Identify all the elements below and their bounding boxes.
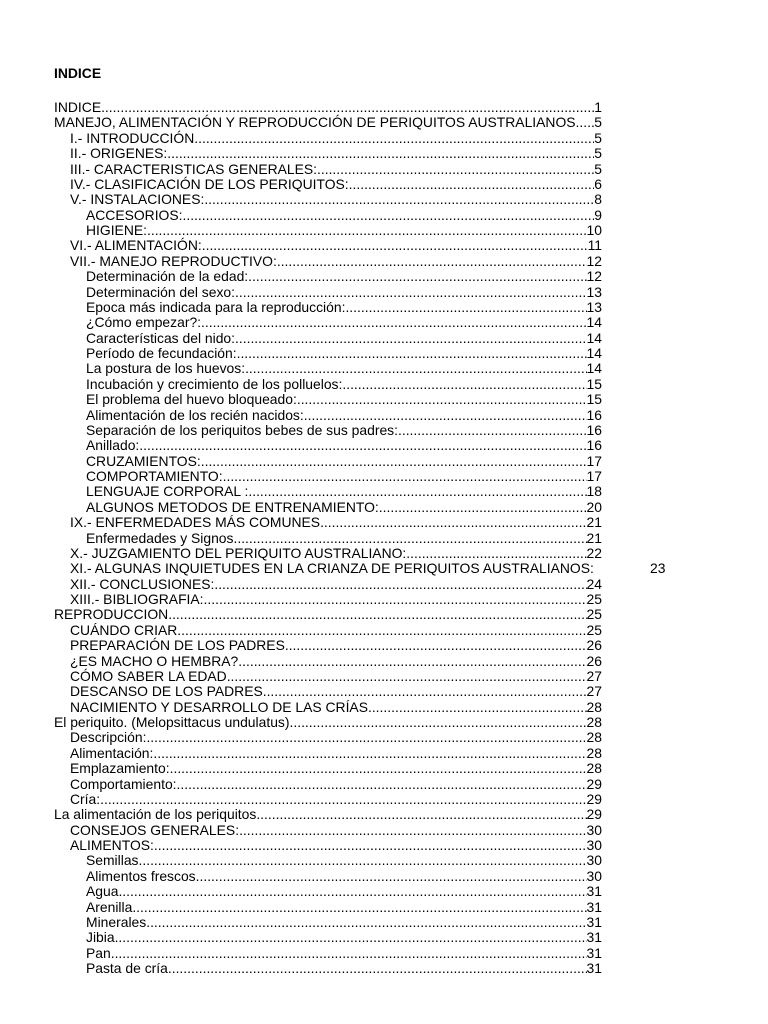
dot-leader: [132, 900, 586, 915]
toc-entry-page: 24: [586, 575, 602, 592]
dot-leader: [233, 531, 586, 546]
toc-entry-page: 1: [594, 99, 602, 115]
dot-leader: [235, 331, 587, 346]
dot-leader: [139, 853, 587, 868]
toc-entry-page: 14: [586, 360, 602, 377]
toc-entry-page: 15: [586, 375, 602, 392]
toc-entry-label: Características del nido:: [86, 329, 236, 346]
dot-leader: [153, 746, 586, 761]
toc-entry: [54, 531, 602, 546]
dot-leader: [238, 654, 586, 669]
toc-entry: [54, 792, 602, 807]
toc-entry-page: 11: [587, 237, 602, 254]
toc-entry: [54, 331, 602, 346]
toc-entry-page: 25: [586, 621, 602, 638]
dot-leader: [204, 192, 594, 207]
toc-entry-page: 23: [650, 560, 666, 577]
toc-entry-page: 31: [586, 944, 602, 961]
toc-entry-page: 29: [586, 790, 602, 807]
dot-leader: [194, 131, 594, 146]
toc-entry-label: ¿ES MACHO O HEMBRA?: [70, 652, 239, 669]
toc-entry-page: 30: [586, 821, 602, 838]
toc-entry-label: XII.- CONCLUSIONES:: [70, 575, 215, 592]
toc-entry: [54, 208, 602, 223]
dot-leader: [101, 100, 594, 115]
toc-entry-label: Período de fecundación:: [86, 345, 237, 361]
toc-entry: [54, 900, 602, 915]
toc-entry-page: 31: [586, 960, 602, 976]
dot-leader: [146, 730, 586, 745]
toc-entry: [54, 115, 602, 130]
toc-entry: [54, 654, 602, 669]
toc-entry-label: V.- INSTALACIONES:: [70, 191, 205, 208]
toc-entry: [54, 315, 602, 330]
toc-entry-page: 30: [586, 852, 602, 869]
toc-entry-label: Alimentación de los recién nacidos:: [86, 406, 304, 423]
dot-leader: [202, 238, 588, 253]
toc-entry: [54, 469, 602, 484]
toc-entry-page: 29: [586, 775, 602, 792]
toc-entry-label: REPRODUCCION: [54, 606, 169, 623]
toc-entry-page: 22: [586, 544, 602, 561]
toc-entry-label: ¿Cómo empezar?:: [86, 314, 202, 331]
toc-entry-page: 5: [594, 129, 602, 146]
dot-leader: [345, 300, 586, 315]
toc-entry: [54, 577, 602, 592]
toc-entry-label: Agua: [86, 883, 119, 900]
toc-entry-label: DESCANSO DE LOS PADRES: [70, 683, 263, 700]
dot-leader: [290, 715, 587, 730]
toc-entry-page: 21: [586, 514, 602, 531]
toc-entry: [54, 392, 602, 407]
dot-leader: [201, 454, 587, 469]
toc-entry-label: XI.- ALGUNAS INQUIETUDES EN LA CRIANZA DE PERIQUITOS AUSTRALIANOS:: [70, 560, 594, 577]
dot-leader: [317, 162, 594, 177]
toc-entry-label: Anillado:: [86, 437, 140, 454]
toc-entry-page: 28: [586, 698, 602, 715]
toc-entry-page: 9: [594, 206, 602, 223]
toc-entry: [54, 884, 602, 899]
toc-entry-page: 14: [586, 314, 602, 331]
toc-entry-label: CÓMO SABER LA EDAD: [70, 667, 227, 684]
dot-leader: [196, 869, 587, 884]
toc-entry-page: 6: [594, 175, 602, 192]
toc-entry-page: 30: [586, 837, 602, 853]
toc-entry-label: Jibia: [86, 929, 115, 946]
toc-entry-page: 31: [586, 913, 602, 930]
toc-entry: [54, 131, 602, 146]
toc-entry-page: 17: [586, 468, 602, 484]
toc-entry-page: 16: [586, 406, 602, 423]
toc-entry-label: MANEJO, ALIMENTACIÓN Y REPRODUCCIÓN DE PERIQUITOS AUSTRALIANOS: [54, 114, 576, 131]
toc-entry: [54, 930, 602, 945]
toc-entry-label: NACIMIENTO Y DESARROLLO DE LAS CRÍAS: [70, 698, 368, 715]
dot-leader: [223, 469, 587, 484]
toc-entry-label: Enfermedades y Signos: [86, 529, 234, 546]
toc-entry-page: 18: [586, 483, 602, 500]
dot-leader: [245, 361, 586, 376]
dot-leader: [304, 408, 587, 423]
toc-entry-label: Minerales: [86, 913, 147, 930]
dot-leader: [398, 423, 587, 438]
dot-leader: [146, 915, 586, 930]
dot-leader: [368, 700, 587, 715]
dot-leader: [277, 254, 587, 269]
toc-entry: [54, 961, 602, 976]
toc-entry-label: Cría:: [70, 790, 101, 807]
toc-entry-label: I.- INTRODUCCIÓN: [70, 129, 195, 146]
toc-entry: [54, 408, 602, 423]
toc-entry-page: 28: [586, 729, 602, 746]
toc-entry: [54, 285, 602, 300]
toc-entry-page: 31: [586, 883, 602, 900]
toc-entry: [54, 915, 602, 930]
dot-leader: [139, 438, 586, 453]
toc-entry-label: PREPARACIÓN DE LOS PADRES: [70, 637, 285, 654]
toc-entry-label: Descripción:: [70, 729, 147, 746]
toc-entry-page: 17: [586, 452, 602, 469]
toc-entry: [54, 177, 602, 192]
dot-leader: [168, 607, 586, 622]
toc-entry: [54, 454, 602, 469]
toc-entry: [54, 269, 602, 284]
toc-entry-label: ALGUNOS METODOS DE ENTRENAMIENTO:: [86, 498, 379, 515]
toc-entry-label: HIGIENE:: [86, 222, 147, 238]
toc-entry-label: VI.- ALIMENTACIÓN:: [70, 237, 202, 254]
toc-entry: [54, 223, 602, 238]
toc-entry: [54, 484, 602, 499]
toc-entry: [54, 254, 602, 269]
toc-entry: [54, 438, 602, 453]
toc-entry: [54, 715, 602, 730]
toc-entry-page: 5: [594, 114, 602, 131]
toc-entry: [54, 361, 602, 376]
toc-entry: [54, 761, 602, 776]
toc-entry-page: 30: [586, 867, 602, 884]
dot-leader: [342, 377, 586, 392]
toc-entry: [54, 560, 666, 577]
dot-leader: [406, 546, 586, 561]
toc-entry-page: 13: [586, 298, 602, 315]
toc-entry-page: 25: [586, 591, 602, 607]
dot-leader: [239, 823, 586, 838]
toc-entry-label: II.- ORIGENES:: [70, 145, 168, 162]
toc-entry-label: Alimentación:: [70, 744, 154, 761]
toc-entry: [54, 238, 602, 253]
toc-entry: [54, 146, 602, 161]
toc-entry: [54, 853, 602, 868]
toc-entry-label: Determinación del sexo:: [86, 283, 236, 300]
toc-entry-page: 12: [586, 268, 602, 285]
toc-entry: [54, 730, 602, 745]
toc-entry: [54, 638, 602, 653]
toc-entry-label: CUÁNDO CRIAR: [70, 621, 178, 638]
toc-entry-label: COMPORTAMIENTO:: [86, 468, 223, 484]
toc-entry: [54, 346, 602, 361]
toc-entry-label: VII.- MANEJO REPRODUCTIVO:: [70, 252, 277, 269]
dot-leader: [204, 592, 587, 607]
dot-leader: [111, 946, 587, 961]
toc-entry-page: 16: [586, 437, 602, 454]
toc-entry: [54, 300, 602, 315]
toc-entry: [54, 100, 602, 115]
toc-entry-label: Semillas: [86, 852, 139, 869]
table-of-contents: [54, 99, 666, 976]
toc-entry-label: Comportamiento:: [70, 775, 177, 792]
dot-leader: [235, 285, 587, 300]
dot-leader: [256, 807, 586, 822]
dot-leader: [248, 484, 586, 499]
dot-leader: [320, 515, 586, 530]
toc-entry-label: III.- CARACTERISTICAS GENERALES:: [70, 160, 317, 177]
toc-entry-page: 25: [586, 606, 602, 623]
toc-entry-label: Incubación y crecimiento de los polluelos:: [86, 375, 343, 392]
dot-leader: [263, 684, 587, 699]
toc-entry-label: ACCESORIOS:: [86, 206, 183, 223]
toc-entry-label: Pasta de cría: [86, 960, 168, 976]
toc-entry-label: Arenilla: [86, 898, 133, 915]
toc-entry: [54, 700, 602, 715]
toc-entry-page: 10: [586, 222, 602, 238]
dot-leader: [168, 961, 587, 976]
toc-entry-label: CONSEJOS GENERALES:: [70, 821, 240, 838]
toc-entry: [54, 623, 602, 638]
dot-leader: [297, 392, 587, 407]
toc-entry: [54, 684, 602, 699]
toc-entry-page: 28: [586, 714, 602, 730]
toc-entry: [54, 546, 602, 561]
toc-entry-page: 13: [586, 283, 602, 300]
toc-entry-page: 8: [594, 191, 602, 208]
dot-leader: [379, 500, 587, 515]
toc-entry-page: 31: [586, 929, 602, 946]
dot-leader: [154, 838, 587, 853]
toc-entry: [54, 592, 602, 607]
toc-entry-label: Pan: [86, 944, 111, 961]
toc-entry-page: 31: [586, 898, 602, 915]
dot-leader: [576, 115, 595, 130]
dot-leader: [118, 884, 586, 899]
dot-leader: [349, 177, 595, 192]
toc-entry-page: 16: [586, 421, 602, 438]
toc-entry: [54, 823, 602, 838]
dot-leader: [214, 577, 586, 592]
toc-entry: [54, 162, 602, 177]
toc-entry-page: 14: [586, 329, 602, 346]
dot-leader: [177, 777, 587, 792]
toc-entry-label: La alimentación de los periquitos: [54, 806, 257, 823]
dot-leader: [115, 930, 587, 945]
toc-entry-label: XIII.- BIBLIOGRAFIA:: [70, 591, 204, 607]
toc-entry: [54, 807, 602, 822]
toc-entry: [54, 423, 602, 438]
toc-entry-label: IV.- CLASIFICACIÓN DE LOS PERIQUITOS:: [70, 175, 349, 192]
toc-entry-page: 21: [586, 529, 602, 546]
toc-entry-page: 27: [586, 667, 602, 684]
toc-entry-label: LENGUAJE CORPORAL :: [86, 483, 249, 500]
toc-entry: [54, 946, 602, 961]
toc-entry: [54, 515, 602, 530]
toc-entry: [54, 869, 602, 884]
toc-entry: [54, 777, 602, 792]
page-title: INDICE: [54, 65, 102, 81]
dot-leader: [100, 792, 586, 807]
toc-entry-page: 14: [586, 345, 602, 361]
toc-entry-label: Separación de los periquitos bebes de sus padres:: [86, 421, 398, 438]
toc-entry-label: Epoca más indicada para la reproducción:: [86, 298, 346, 315]
dot-leader: [201, 315, 587, 330]
toc-entry-label: INDICE: [54, 99, 102, 115]
dot-leader: [167, 146, 594, 161]
toc-entry-label: ALIMENTOS:: [70, 837, 154, 853]
toc-entry-label: X.- JUZGAMIENTO DEL PERIQUITO AUSTRALIANO:: [70, 544, 407, 561]
dot-leader: [227, 669, 587, 684]
toc-entry-label: El periquito. (Melopsittacus undulatus): [54, 714, 290, 730]
toc-entry-page: 29: [586, 806, 602, 823]
toc-entry-page: 12: [586, 252, 602, 269]
toc-entry: [54, 377, 602, 392]
toc-entry-label: Alimentos frescos: [86, 867, 196, 884]
toc-entry: [54, 500, 602, 515]
toc-entry: [54, 192, 602, 207]
toc-entry: [54, 607, 602, 622]
toc-entry-label: IX.- ENFERMEDADES MÁS COMUNES: [70, 514, 321, 531]
toc-entry-page: 20: [586, 498, 602, 515]
toc-entry-page: 27: [586, 683, 602, 700]
toc-entry-page: 26: [586, 652, 602, 669]
dot-leader: [170, 761, 587, 776]
toc-entry-page: 26: [586, 637, 602, 654]
toc-entry-label: CRUZAMIENTOS:: [86, 452, 201, 469]
dot-leader: [177, 623, 586, 638]
toc-entry-label: La postura de los huevos:: [86, 360, 246, 377]
toc-entry-page: 5: [594, 160, 602, 177]
dot-leader: [285, 638, 587, 653]
toc-entry-label: El problema del huevo bloqueado:: [86, 391, 297, 408]
dot-leader: [237, 346, 587, 361]
toc-entry: [54, 669, 602, 684]
dot-leader: [147, 223, 587, 238]
toc-entry-page: 5: [594, 145, 602, 162]
toc-entry-page: 28: [586, 744, 602, 761]
dot-leader: [182, 208, 594, 223]
dot-leader: [248, 269, 586, 284]
toc-entry: [54, 838, 602, 853]
toc-entry-page: 28: [586, 760, 602, 777]
toc-entry-label: Determinación de la edad:: [86, 268, 249, 285]
toc-entry-page: 15: [586, 391, 602, 408]
toc-entry-label: Emplazamiento:: [70, 760, 170, 777]
toc-entry: [54, 746, 602, 761]
